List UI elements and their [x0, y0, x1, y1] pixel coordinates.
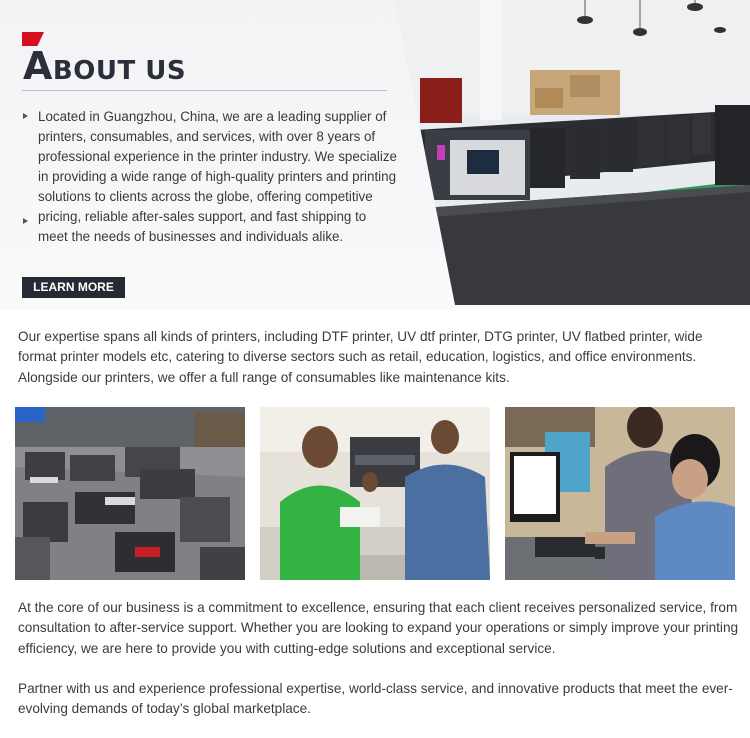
- learn-more-button[interactable]: LEARN MORE: [22, 277, 125, 298]
- commitment-paragraph: At the core of our business is a commitment to excellence, ensuring that each client receives personalized service, from consultation to after-service support. Whether you are looking to expand your operations or simply improve your printing efficiency, we are here to provide you with cutting-edge solutions and exceptional service.: [18, 600, 739, 656]
- factory-photo: [395, 0, 750, 305]
- title-divider: [22, 90, 387, 91]
- bullet-icon: [23, 113, 28, 119]
- expertise-paragraph: Our expertise spans all kinds of printers, including DTF printer, UV dtf printer, DTG printer, UV flatbed printer, wide format printer models etc, catering to diverse sectors such as retail, education, logistics, and office environments. Alongside our printers, we offer a full range of consumables like maintenance kits.: [18, 329, 703, 385]
- partner-paragraph: Partner with us and experience professional expertise, world-class service, and innovative products that meet the ever-evolving demands of today’s global marketplace.: [18, 681, 733, 717]
- bullet-icon: [23, 218, 28, 224]
- warehouse-printers-photo: [15, 407, 245, 580]
- intro-text: Located in Guangzhou, China, we are a leading supplier of printers, consumables, and services, with over 8 years of professional experience in the printer industry. We specialize in providing a wide range of high-quality printers and printing solutions to clients across the globe, offering competitive pricing, reliable after-sales support, and fast shipping to meet the needs of businesses and individuals alike.: [38, 109, 398, 244]
- training-computer-photo: [505, 407, 735, 580]
- page-title: [23, 44, 186, 88]
- customer-handshake-photo: [260, 407, 490, 580]
- title-initial: A: [23, 44, 53, 88]
- title-rest: BOUT US: [52, 56, 187, 86]
